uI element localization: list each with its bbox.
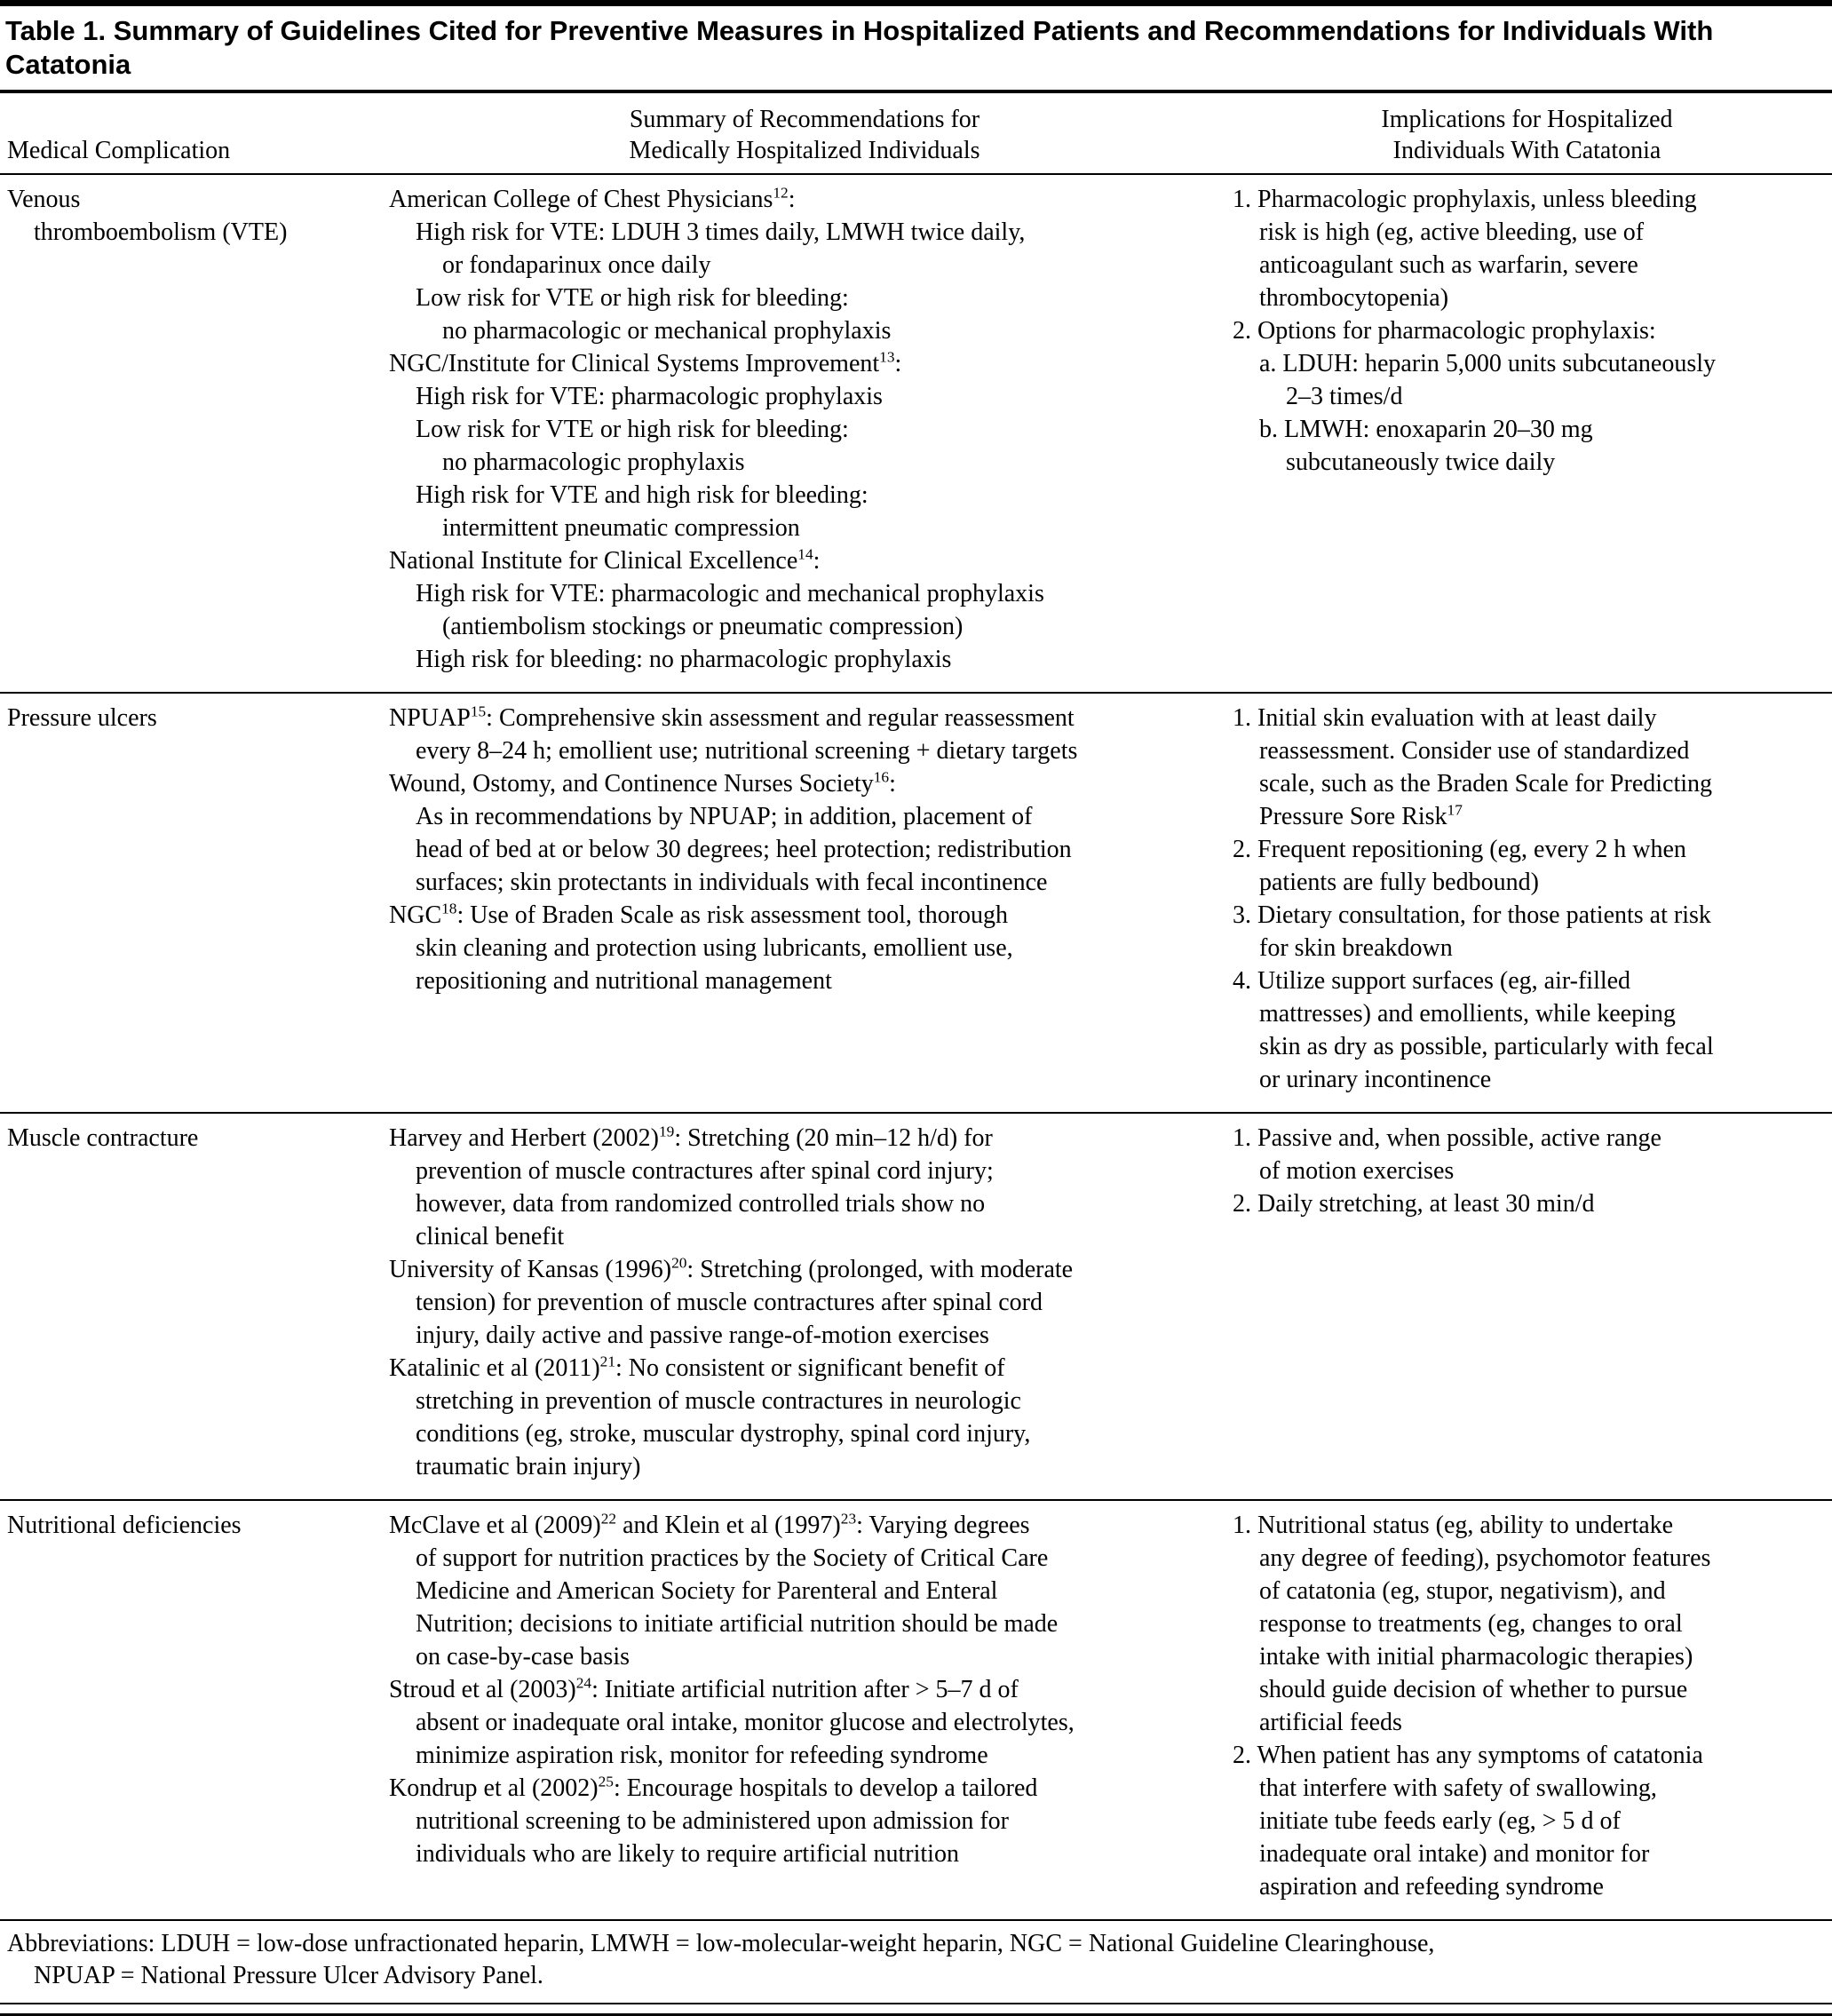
text-line: reassessment. Consider use of standardized bbox=[1259, 737, 1690, 765]
abbreviations-footnote bbox=[0, 1919, 1832, 2001]
table-row-muscle-contracture bbox=[0, 1112, 1832, 1499]
top-rule bbox=[0, 0, 1832, 6]
text-line: Venous bbox=[7, 186, 81, 213]
text-line: NPUAP$^{15}$: Comprehensive skin assessment and regular reassessment bbox=[389, 702, 1075, 732]
superscript-citation: 22 bbox=[600, 1510, 617, 1528]
text-line: or fondaparinux once daily bbox=[442, 251, 711, 279]
text-line: inadequate oral intake) and monitor for bbox=[1259, 1840, 1650, 1868]
text-line: Nutrition; decisions to initiate artificial nutrition should be made bbox=[416, 1610, 1059, 1638]
text-line: Abbreviations: LDUH = low-dose unfractionated heparin, LMWH = low-molecular-weight heparin, NGC = National Guideline Clearinghouse, bbox=[7, 1930, 1435, 1957]
superscript-citation: 14 bbox=[797, 545, 813, 563]
text-line: for skin breakdown bbox=[1259, 934, 1453, 962]
text-line: High risk for VTE: pharmacologic prophylaxis bbox=[416, 383, 883, 410]
text-line: Stroud et al $(2003)^{24}$: Initiate artificial nutrition after > 5–7 d of bbox=[389, 1674, 1019, 1703]
text-line: artificial feeds bbox=[1259, 1709, 1402, 1736]
text-line: 1. Nutritional status (eg, ability to undertake bbox=[1233, 1512, 1674, 1539]
cell-implications bbox=[1233, 1122, 1825, 1483]
superscript-citation: 19 bbox=[658, 1123, 675, 1140]
text-line: NPUAP = National Pressure Ulcer Advisory Panel. bbox=[34, 1962, 543, 1989]
text-line: tension) for prevention of muscle contractures after spinal cord bbox=[416, 1289, 1043, 1316]
superscript-citation: 17 bbox=[1447, 801, 1463, 819]
text-line: should guide decision of whether to pursue bbox=[1259, 1676, 1688, 1703]
header-summary-recommendations bbox=[389, 104, 1233, 166]
text-line: or urinary incontinence bbox=[1259, 1066, 1492, 1093]
cell-complication bbox=[7, 1122, 389, 1483]
cell-summary bbox=[389, 183, 1233, 676]
text-line: High risk for VTE and high risk for bleeding: bbox=[416, 481, 868, 509]
superscript-citation: 18 bbox=[441, 900, 457, 917]
table-body bbox=[0, 175, 1832, 1919]
text-line: nutritional screening to be administered upon admission for bbox=[416, 1807, 1009, 1835]
text-line: clinical benefit bbox=[416, 1223, 565, 1250]
text-line: Low risk for VTE or high risk for bleeding: bbox=[416, 284, 849, 312]
text-line: intake with initial pharmacologic therapies) bbox=[1259, 1643, 1693, 1671]
cell-summary bbox=[389, 1122, 1233, 1483]
text-line: 3. Dietary consultation, for those patients at risk bbox=[1233, 901, 1711, 929]
header-implications-line-1: Implications for Hospitalized bbox=[1381, 106, 1673, 133]
text-line: thromboembolism (VTE) bbox=[34, 218, 288, 246]
superscript-citation: 12 bbox=[773, 184, 789, 202]
text-line: head of bed at or below 30 degrees; heel protection; redistribution bbox=[416, 836, 1072, 863]
text-line: Pressure ulcers bbox=[7, 704, 157, 732]
header-implications-line-2: Individuals With Catatonia bbox=[1392, 137, 1661, 164]
bottom-rule-1 bbox=[0, 2003, 1832, 2004]
text-line: no pharmacologic or mechanical prophylaxis bbox=[442, 317, 892, 345]
superscript-citation: 16 bbox=[873, 768, 890, 786]
text-line: Medicine and American Society for Parenteral and Enteral bbox=[416, 1577, 998, 1605]
text-line: scale, such as the Braden Scale for Predicting bbox=[1259, 770, 1713, 798]
text-line: of motion exercises bbox=[1259, 1157, 1455, 1185]
text-line: Pressure Sore Risk$^{17}$ bbox=[1259, 801, 1463, 830]
text-line: National Institute for Clinical Excellence$^{14}$: bbox=[389, 545, 821, 575]
header-summary-line-2: Medically Hospitalized Individuals bbox=[629, 137, 980, 164]
text-line: no pharmacologic prophylaxis bbox=[442, 448, 745, 476]
cell-summary bbox=[389, 702, 1233, 1096]
cell-implications bbox=[1233, 702, 1825, 1096]
table-header-row bbox=[0, 93, 1832, 173]
text-line: Harvey and Herbert $(2002)^{19}$: Stretching (20 min–12 h/d) for bbox=[389, 1123, 993, 1152]
cell-complication bbox=[7, 183, 389, 676]
cell-summary bbox=[389, 1509, 1233, 1903]
text-line: intermittent pneumatic compression bbox=[442, 514, 800, 542]
text-line: on case-by-case basis bbox=[416, 1643, 630, 1671]
text-line: any degree of feeding), psychomotor features bbox=[1259, 1544, 1711, 1572]
text-line: 2. Options for pharmacologic prophylaxis: bbox=[1233, 317, 1656, 345]
header-summary-line-1: Summary of Recommendations for bbox=[629, 106, 980, 133]
text-line: however, data from randomized controlled trials show no bbox=[416, 1190, 986, 1218]
superscript-citation: 24 bbox=[575, 1674, 592, 1692]
text-line: a. LDUH: heparin 5,000 units subcutaneously bbox=[1259, 350, 1717, 377]
text-line: 1. Passive and, when possible, active range bbox=[1233, 1124, 1661, 1152]
superscript-citation: 15 bbox=[470, 702, 487, 720]
cell-complication bbox=[7, 702, 389, 1096]
text-line: High risk for VTE: LDUH 3 times daily, LMWH twice daily, bbox=[416, 218, 1026, 246]
text-line: 1. Initial skin evaluation with at least daily bbox=[1233, 704, 1657, 732]
text-line: thrombocytopenia) bbox=[1259, 284, 1449, 312]
text-line: surfaces; skin protectants in individuals with fecal incontinence bbox=[416, 869, 1048, 896]
text-line: of catatonia (eg, stupor, negativism), and bbox=[1259, 1577, 1666, 1605]
cell-implications bbox=[1233, 1509, 1825, 1903]
text-line: mattresses) and emollients, while keeping bbox=[1259, 1000, 1676, 1028]
text-line: initiate tube feeds early (eg, > 5 d of bbox=[1259, 1807, 1621, 1835]
text-line: Low risk for VTE or high risk for bleeding: bbox=[416, 416, 849, 443]
superscript-citation: 20 bbox=[671, 1254, 687, 1272]
text-line: 2–3 times/d bbox=[1286, 383, 1403, 410]
text-line: aspiration and refeeding syndrome bbox=[1259, 1873, 1604, 1901]
text-line: minimize aspiration risk, monitor for refeeding syndrome bbox=[416, 1742, 988, 1769]
text-line: individuals who are likely to require artificial nutrition bbox=[416, 1840, 959, 1868]
text-line: 2. Daily stretching, at least 30 min/d bbox=[1233, 1190, 1595, 1218]
text-line: McClave et al $(2009)^{22}$ and Klein et al $(1997)^{23}$: Varying degrees bbox=[389, 1510, 1030, 1539]
text-line: University of Kansas $(1996)^{20}$: Stretching (prolonged, with moderate bbox=[389, 1254, 1074, 1283]
text-line: absent or inadequate oral intake, monitor glucose and electrolytes, bbox=[416, 1709, 1075, 1736]
text-line: As in recommendations by NPUAP; in addition, placement of bbox=[416, 803, 1033, 830]
text-line: patients are fully bedbound) bbox=[1259, 869, 1539, 896]
text-line: anticoagulant such as warfarin, severe bbox=[1259, 251, 1638, 279]
text-line: risk is high (eg, active bleeding, use of bbox=[1259, 218, 1645, 246]
text-line: High risk for VTE: pharmacologic and mechanical prophylaxis bbox=[416, 580, 1044, 607]
superscript-citation: 13 bbox=[879, 348, 895, 366]
table-title: Table 1. Summary of Guidelines Cited for Preventive Measures in Hospitalized Patients and Recommendations for Individuals With Catatonia bbox=[5, 15, 1714, 80]
header-implications bbox=[1233, 104, 1825, 166]
text-line: Wound, Ostomy, and Continence Nurses Society$^{16}$: bbox=[389, 768, 896, 798]
text-line: skin cleaning and protection using lubricants, emollient use, bbox=[416, 934, 1013, 962]
text-line: NGC/Institute for Clinical Systems Improvement$^{13}$: bbox=[389, 348, 902, 377]
superscript-citation: 21 bbox=[599, 1353, 616, 1370]
text-line: response to treatments (eg, changes to oral bbox=[1259, 1610, 1683, 1638]
text-line: 1. Pharmacologic prophylaxis, unless bleeding bbox=[1233, 186, 1697, 213]
text-line: subcutaneously twice daily bbox=[1286, 448, 1556, 476]
text-line: NGC$^{18}$: Use of Braden Scale as risk assessment tool, thorough bbox=[389, 900, 1009, 929]
superscript-citation: 23 bbox=[840, 1510, 857, 1528]
text-line: b. LMWH: enoxaparin 20–30 mg bbox=[1259, 416, 1593, 443]
text-line: (antiembolism stockings or pneumatic compression) bbox=[442, 613, 964, 640]
table-row-venous-thromboembolism bbox=[0, 175, 1832, 692]
superscript-citation: 25 bbox=[598, 1773, 614, 1790]
text-line: Nutritional deficiencies bbox=[7, 1512, 242, 1539]
text-line: every 8–24 h; emollient use; nutritional screening + dietary targets bbox=[416, 737, 1078, 765]
cell-implications bbox=[1233, 183, 1825, 676]
text-line: Katalinic et al $(2011)^{21}$: No consistent or significant benefit of bbox=[389, 1353, 1005, 1382]
text-line: repositioning and nutritional management bbox=[416, 967, 832, 995]
text-line: conditions (eg, stroke, muscular dystrophy, spinal cord injury, bbox=[416, 1420, 1031, 1448]
text-line: that interfere with safety of swallowing, bbox=[1259, 1774, 1657, 1802]
text-line: Kondrup et al $(2002)^{25}$: Encourage hospitals to develop a tailored bbox=[389, 1773, 1038, 1802]
text-line: prevention of muscle contractures after spinal cord injury; bbox=[416, 1157, 994, 1185]
text-line: traumatic brain injury) bbox=[416, 1453, 641, 1480]
text-line: stretching in prevention of muscle contractures in neurologic bbox=[416, 1387, 1021, 1415]
text-line: 4. Utilize support surfaces (eg, air-filled bbox=[1233, 967, 1631, 995]
header-medical-complication: Medical Complication bbox=[7, 137, 231, 164]
text-line: skin as dry as possible, particularly with fecal bbox=[1259, 1033, 1714, 1060]
text-line: of support for nutrition practices by the Society of Critical Care bbox=[416, 1544, 1049, 1572]
text-line: Muscle contracture bbox=[7, 1124, 199, 1152]
text-line: High risk for bleeding: no pharmacologic prophylaxis bbox=[416, 646, 952, 673]
text-line: 2. When patient has any symptoms of catatonia bbox=[1233, 1742, 1703, 1769]
table-row-pressure-ulcers bbox=[0, 692, 1832, 1112]
text-line: injury, daily active and passive range-of-motion exercises bbox=[416, 1322, 989, 1349]
table-row-nutritional-deficiencies bbox=[0, 1499, 1832, 1919]
cell-complication bbox=[7, 1509, 389, 1903]
text-line: American College of Chest Physicians$^{12}$: bbox=[389, 184, 796, 213]
text-line: 2. Frequent repositioning (eg, every 2 h when bbox=[1233, 836, 1686, 863]
